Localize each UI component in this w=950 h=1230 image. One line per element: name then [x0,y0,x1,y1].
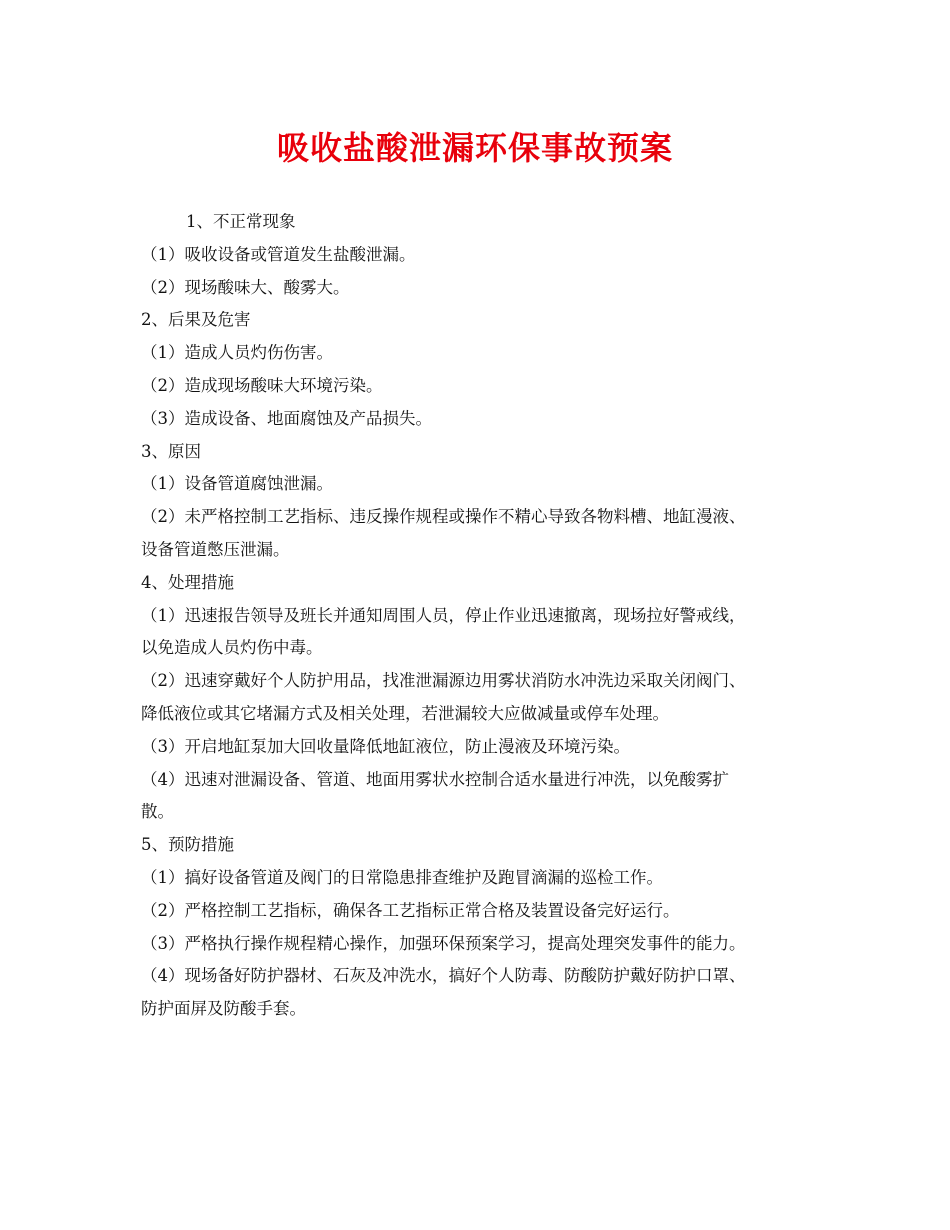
paragraph-line: （2）未严格控制工艺指标、违反操作规程或操作不精心导致各物料槽、地缸漫液、 [141,507,746,527]
paragraph-line: （1）迅速报告领导及班长并通知周围人员，停止作业迅速撤离，现场拉好警戒线， [141,605,746,625]
section-heading-1: 1、不正常现象 [186,212,296,231]
paragraph-line: （1）吸收设备或管道发生盐酸泄漏。 [141,244,416,264]
paragraph-line: （1）搞好设备管道及阀门的日常隐患排查维护及跑冒滴漏的巡检工作。 [141,867,663,887]
paragraph-line: 以免造成人员灼伤中毒。 [141,638,323,658]
paragraph-line: （4）现场备好防护器材、石灰及冲洗水，搞好个人防毒、防酸防护戴好防护口罩、 [141,966,746,986]
paragraph-line: 散。 [141,802,174,822]
document-body [141,206,826,1026]
paragraph-line: 降低液位或其它堵漏方式及相关处理，若泄漏较大应做减量或停车处理。 [141,703,669,723]
paragraph-line: （4）迅速对泄漏设备、管道、地面用雾状水控制合适水量进行冲洗，以免酸雾扩 [141,769,729,789]
paragraph-line: （2）造成现场酸味大环境污染。 [141,375,383,395]
paragraph-line: （2）现场酸味大、酸雾大。 [141,277,350,297]
paragraph-line: （2）严格控制工艺指标，确保各工艺指标正常合格及装置设备完好运行。 [141,900,680,920]
section-heading-4: 4、处理措施 [141,572,234,592]
section-heading-2: 2、后果及危害 [141,310,251,330]
paragraph-line: （3）严格执行操作规程精心操作，加强环保预案学习，提高处理突发事件的能力。 [141,933,746,953]
section-heading-3: 3、原因 [141,441,201,461]
paragraph-line: 防护面屏及防酸手套。 [141,999,306,1019]
document-title: 吸收盐酸泄漏环保事故预案 [276,129,673,167]
paragraph-line: （1）造成人员灼伤伤害。 [141,343,333,363]
paragraph-line: （2）迅速穿戴好个人防护用品，找准泄漏源边用雾状消防水冲洗边采取关闭阀门、 [141,671,746,691]
paragraph-line: 设备管道憋压泄漏。 [141,539,290,559]
paragraph-line: （3）造成设备、地面腐蚀及产品损失。 [141,408,432,428]
section-heading-5: 5、预防措施 [141,835,234,855]
paragraph-line: （3）开启地缸泵加大回收量降低地缸液位，防止漫液及环境污染。 [141,736,630,756]
paragraph-line: （1）设备管道腐蚀泄漏。 [141,474,333,494]
